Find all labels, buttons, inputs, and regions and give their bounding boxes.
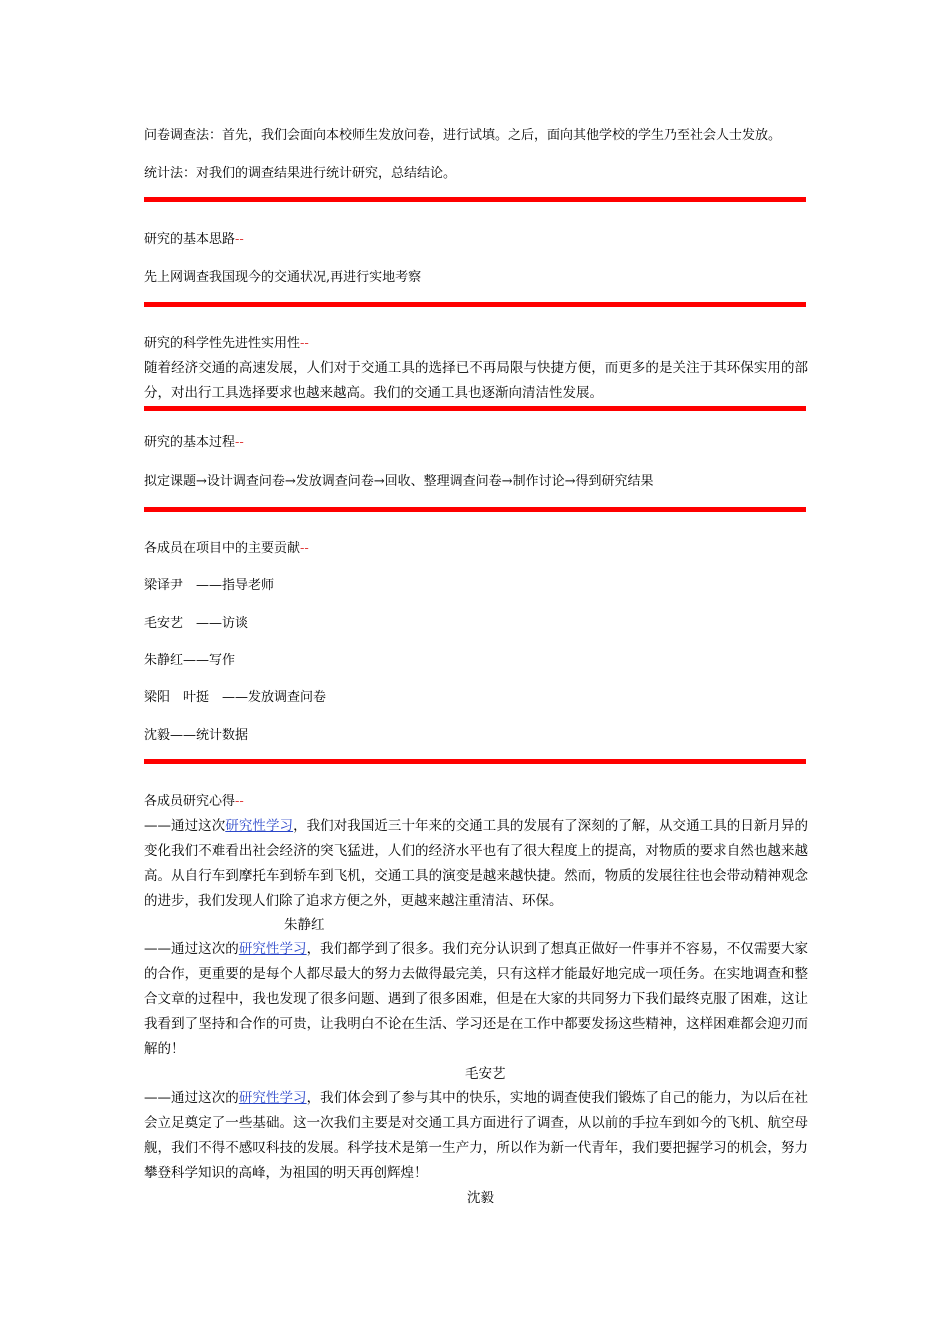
science-heading	[144, 336, 309, 352]
reflection-body: ，我们都学到了很多。我们充分认识到了想真正做好一件事并不容易，不仅需要大家的合作，更重要的是每个人都尽最大的努力去做得最完美，只有这样才能最好地完成一项任务。在实地调查和整合文章的过程中，我也发现了很多问题、遇到了很多困难，但是在大家的共同努力下我们最终克服了困难，这让我看到了坚持和合作的可贵，让我明白不论在生活、学习还是在工作中都要发扬这些精神，这样困难都会迎刃而解的！	[144, 941, 809, 1057]
research-study-link[interactable]: 研究性学习	[225, 818, 294, 834]
member-item: 朱静红——写作	[144, 653, 236, 668]
research-study-link[interactable]: 研究性学习	[238, 941, 307, 957]
member-item: 梁译尹 ——指导老师	[144, 578, 275, 593]
reflection-author: 朱静红	[284, 917, 325, 933]
heading-marker: --	[235, 794, 244, 809]
members-heading	[144, 541, 309, 557]
process-heading	[144, 435, 244, 451]
reflection-prefix: ——通过这次的	[144, 1090, 239, 1106]
thinking-text: 先上网调查我国现今的交通状况,再进行实地考察	[144, 270, 422, 285]
reflections-heading	[144, 794, 244, 810]
reflection-prefix: ——通过这次的	[144, 941, 239, 957]
heading-marker: --	[235, 435, 244, 450]
heading-marker: --	[235, 232, 244, 247]
section-divider	[144, 507, 806, 512]
process-title: 研究的基本过程	[144, 435, 236, 450]
member-item: 沈毅——统计数据	[144, 728, 249, 743]
heading-marker: --	[300, 541, 309, 556]
process-text: 拟定课题→设计调查问卷→发放调查问卷→回收、整理调查问卷→制作讨论→得到研究结果	[144, 474, 654, 489]
science-text: 随着经济交通的高速发展，人们对于交通工具的选择已不再局限与快捷方便，而更多的是关注于其环保实用的部分，对出行工具选择要求也越来越高。我们的交通工具也逐渐向清洁性发展。	[144, 360, 808, 401]
member-item: 梁阳 叶挺 ——发放调查问卷	[144, 690, 327, 705]
thinking-title: 研究的基本思路	[144, 232, 236, 247]
section-divider	[144, 759, 806, 764]
reflection-paragraph	[144, 814, 808, 914]
thinking-heading	[144, 232, 244, 248]
section-divider	[144, 197, 806, 202]
reflection-paragraph	[144, 937, 808, 1062]
survey-method-text: 问卷调查法：首先，我们会面向本校师生发放问卷，进行试填。之后，面向其他学校的学生乃至社会人士发放。	[144, 128, 782, 143]
reflection-author: 沈毅	[467, 1190, 494, 1206]
reflection-body: ，我们对我国近三十年来的交通工具的发展有了深刻的了解，从交通工具的日新月异的变化我们不难看出社会经济的突飞猛进，人们的经济水平也有了很大程度上的提高，对物质的要求自然也越来越高。从自行车到摩托车到轿车到飞机，交通工具的演变是越来越快捷。然而，物质的发展往往也会带动精神观念的进步，我们发现人们除了追求方便之外，更越来越注重清洁、环保。	[144, 818, 809, 909]
member-item: 毛安艺 ——访谈	[144, 616, 249, 631]
reflections-title: 各成员研究心得	[144, 794, 236, 809]
heading-marker: --	[300, 336, 309, 351]
section-divider	[144, 302, 806, 307]
reflection-author: 毛安艺	[465, 1066, 506, 1082]
research-study-link[interactable]: 研究性学习	[238, 1090, 307, 1106]
section-divider	[144, 406, 806, 411]
statistics-method-text: 统计法：对我们的调查结果进行统计研究，总结结论。	[144, 166, 457, 181]
reflection-body: ，我们体会到了参与其中的快乐，实地的调查使我们锻炼了自己的能力，为以后在社会立足奠定了一些基础。这一次我们主要是对交通工具方面进行了调查，从以前的手拉车到如今的飞机、航空母舰，我们不得不感叹科技的发展。科学技术是第一生产力，所以作为新一代青年，我们要把握学习的机会，努力攀登科学知识的高峰，为祖国的明天再创辉煌！	[144, 1090, 809, 1181]
reflection-paragraph	[144, 1086, 808, 1186]
science-title: 研究的科学性先进性实用性	[144, 336, 301, 351]
reflection-prefix: ——通过这次	[144, 818, 226, 834]
members-title: 各成员在项目中的主要贡献	[144, 541, 301, 556]
